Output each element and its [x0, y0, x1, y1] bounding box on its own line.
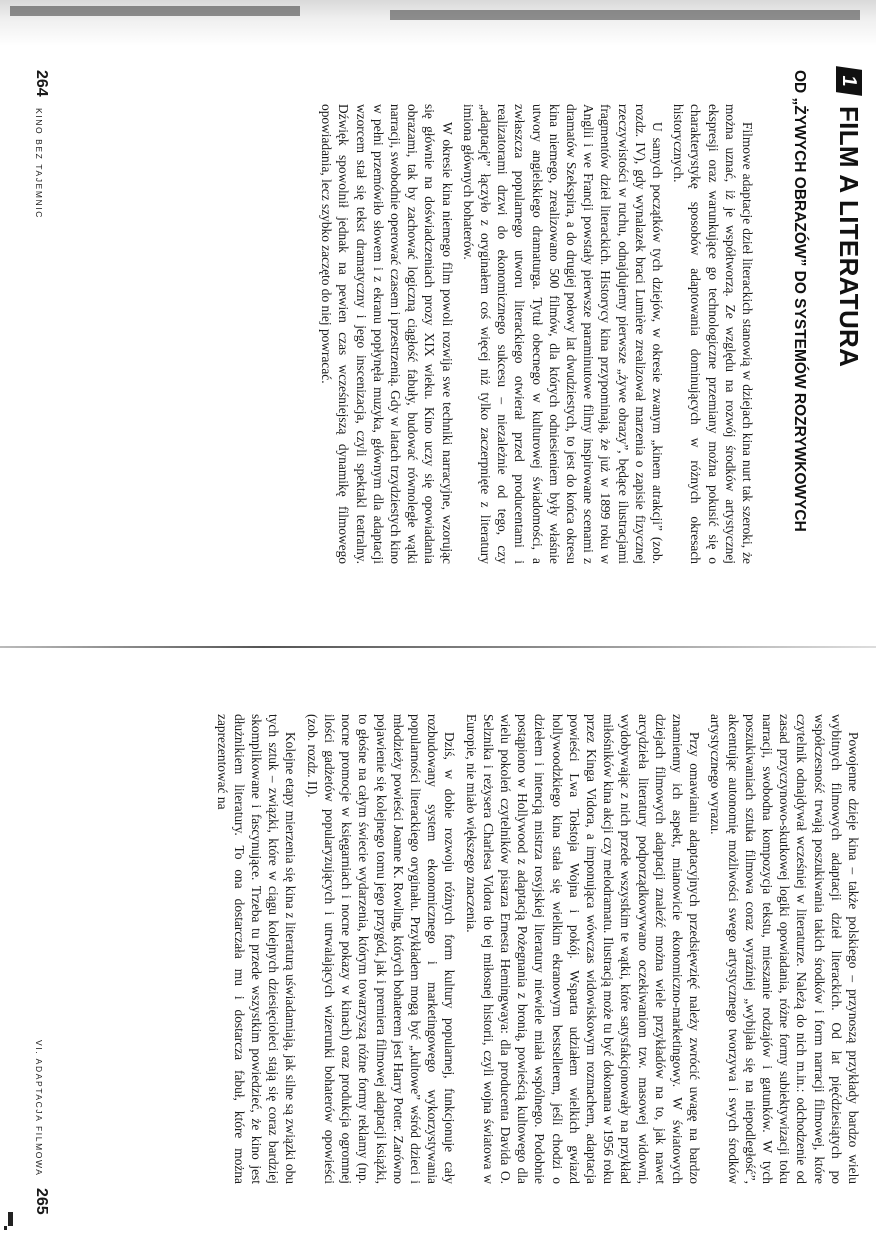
paragraph: W okresie kina niemego film powoli rozwija swe techniki narracyjne, wzorując się głównie na doświadczeniach prozy XIX wieku. Kino uczy się opowiadania obrazami, tak by zachować logiczną ciągłość fabuły, budować równoległe wątki narracji, swobodnie operować czasem i przestrzenią. Gdy w latach trzydziestych kino w pełni przemówiło słowem i z ekranu popłynęła muzyka, głównym dla adaptacji wzorcem stał się tekst dramatyczny i jego inscenizacja, czyli spektakl teatralny. Dźwięk spowolnił jednak na pewien czas wcześniejszą dynamikę filmowego opowiadania, lecz szybko zaczęto do niej powracać.: [319, 104, 455, 564]
page-number: 264: [33, 70, 50, 97]
page-number: 265: [33, 1188, 50, 1215]
scan-speck: [4, 1226, 7, 1230]
page-265: [0, 648, 876, 1248]
paragraph: Dziś, w dobie rozwoju różnych form kultury popularnej, funkcjonuje cały rozbudowany system ekonomicznego i marketingowego wykorzystywania popularności literackiego oryginału. Przykładem mogą być „kultowe” wśród dzieci i młodzieży powieści Joanne K. Rowling, których bohaterem jest Harry Potter. Zarówno pojawienie się kolejnego tomu jego przygód, jak i premiera filmowej adaptacji książki, to głośne na całym świecie wydarzenia, którym towarzyszą różne formy reklamy (np. nocne promocje w księgarniach i nocne pokazy w kinach) oraz produkcja ogromnej ilości gadżetów popularyzujących i utrwalających wizerunki bohaterów opowieści (zob. rozdz. II).: [304, 714, 458, 1184]
running-head: VI. ADAPTACJA FILMOWA: [34, 1040, 44, 1177]
scan-edge-top: [0, 0, 876, 46]
section-subtitle: OD „ŻYWYCH OBRAZÓW” DO SYSTEMÓW ROZRYWKOWYCH: [791, 70, 808, 532]
text-column: [318, 104, 756, 564]
paragraph: Powojenne dzieje kina – także polskiego – przynoszą przykłady bardzo wielu wybitnych filmowych adaptacji dzieł literackich. Od lat pięćdziesiątych po współczesność trwają poszukiwania takich środków i form narracji filmowej, które czytelnik odnajdywał wcześniej w literaturze. Należą do nich m.in.: odchodzenie od zasad przyczynowo-skutkowej logiki opowiadania, różne formy subiektywizacji toku narracji, swobodna kompozycja tekstu, mieszanie rodzajów i gatunków. W tych poszukiwaniach sztuka filmowa coraz wyraźniej „wybijała się na niepodległość”, akcentując autonomię możliwości swego artystycznego tworzywa i swych środków artystycznego wyrazu.: [708, 714, 861, 1184]
chapter-title: FILM A LITERATURA: [834, 106, 864, 368]
paragraph: U samych początków tych dziejów, w okresie zwanym „kinem atrakcji” (zob. rozdz. IV), gdy wynalazek braci Lumière zrealizował marzenia o zapisie fizycznej rzeczywistości w ruchu, odnajdujemy pierwsze „żywe obrazy”, będące ilustracjami fragmentów dzieł literackich. Historycy kina przypominają, że już w 1899 roku w Anglii i we Francji powstały pierwsze paraminutowe filmy inspirowane scenami z dramatów Szekspira, a do drugiej połowy lat dwudziestych, to jest do końca okresu kina niemego, zrealizowano 500 filmów, dla których odniesieniem były właśnie utwory angielskiego dramaturga. Tytuł obecnego w kulturowej świadomości, a zwłaszcza popularnego utworu literackiego otwierał przed producentami i realizatorami drzwi do ekonomicznego sukcesu – niezależnie od tego, czy „adaptację” łączyło z oryginałem coś więcej niż tylko zaczerpnięte z literatury imiona głównych bohaterów.: [460, 104, 665, 564]
scan-artifact: [10, 6, 300, 16]
running-head: KINO BEZ TAJEMNIC: [34, 108, 44, 219]
paragraph: Kolejne etapy mierzenia się kina z literaturą uświadamiają, jak silne są związki obu tych sztuk – związki, które w ciągu kolejnych dziesięcioleci stają się coraz bardziej skomplikowane i fascynujące. Trzeba tu przede wszystkim powiedzieć, że kino jest dłużnikiem literatury. To ona dostarczała mu i dostarcza fabuł, które można zaprezentować na: [214, 714, 299, 1184]
page-264: [0, 46, 876, 646]
text-column: [213, 714, 862, 1184]
chapter-number-badge: 1: [836, 66, 862, 96]
paragraph: Przy omawianiu adaptacyjnych przedsięwzięć należy zwrócić uwagę na bardzo znamienny ich aspekt, mianowicie ekonomiczno-marketingowy. W światowych dziejach filmowych adaptacji znaleźć można wiele przykładów na to, jak nawet arcydzieła literatury podporządkowywano oczekiwaniom tzw. masowej widowni, wydobywając z nich przede wszystkim te wątki, które satysfakcjonowały na przykład miłośników kina akcji czy melodramatu. Ilustracją może tu być dokonana w 1956 roku przez Kinga Vidora, a imponująca wówczas widowiskowym rozmachem, adaptacja powieści Lwa Tołstoja Wojna i pokój. Wsparta udziałem wielkich gwiazd hollywoodzkiego kina stała się wielkim ekranowym bestsellerem, jeśli chodzi o dziełem i intencją mistrza rosyjskiej literatury niewiele miała wspólnego. Podobnie postąpiono w Hollywood z adaptacją Pożegnania z bronią, powieścią kultowego dla wielu pokoleń czytelników pisarza Ernesta Hemingwaya: dla producenta Davida O. Selznika i reżysera Charlesa Vidora tło tej miłosnej historii, czyli wojna światowa w Europie, nie miało większego znaczenia.: [463, 714, 703, 1184]
scan-artifact: [390, 10, 860, 20]
scan-speck: [8, 1212, 13, 1226]
paragraph: Filmowe adaptacje dzieł literackich stanowią w dziejach kina nurt tak szeroki, że można uznać, iż je współtworzą. Ze względu na rozwój środków artystycznej ekspresji oraz warunkujące go technologiczne przemiany można pokusić się o charakterystykę sposobów adaptowania dominujących w różnych okresach historycznych.: [671, 104, 755, 564]
